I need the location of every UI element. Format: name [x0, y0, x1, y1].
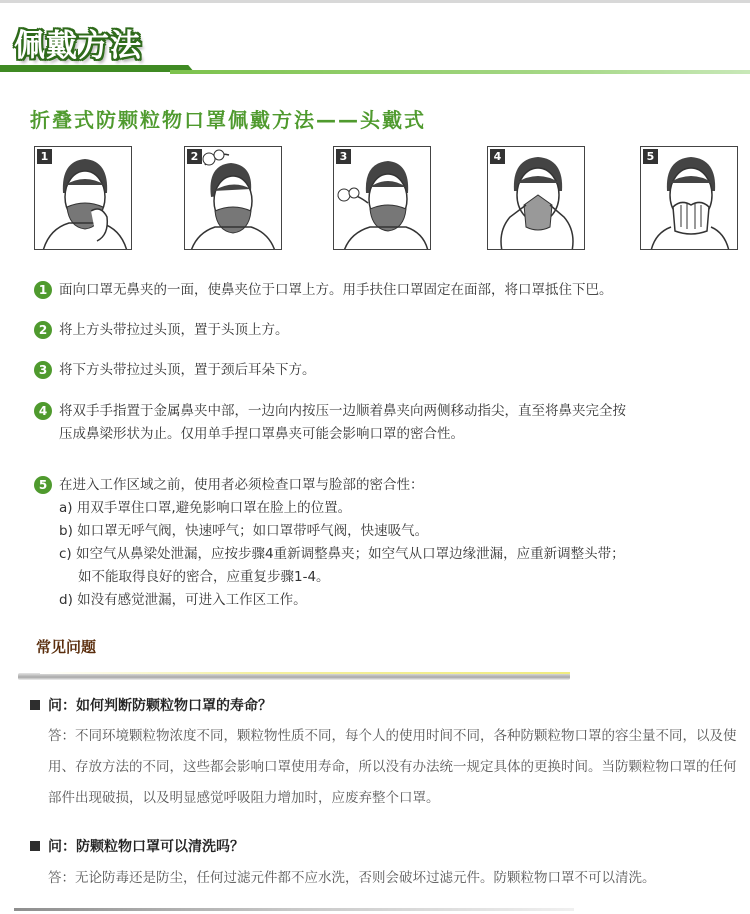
faq-question-1 [30, 695, 272, 715]
faq-answer-2: 答：无论防毒还是防尘，任何过滤元件都不应水洗，否则会破坏过滤元件。防颗粒物口罩不可以清洗。 [48, 870, 656, 886]
check-item-a: a) 用双手罩住口罩,避免影响口罩在脸上的位置。 [59, 500, 352, 516]
bullet-square-icon [30, 841, 40, 851]
step-badge: 1 [34, 281, 52, 299]
header-line-dark [0, 65, 185, 72]
step-badge: 3 [34, 361, 52, 379]
header-line-light [170, 70, 750, 74]
instruction-5 [34, 474, 625, 612]
step-number: 5 [643, 149, 658, 164]
faq-answer-1: 答：不同环境颗粒物浓度不同，颗粒物性质不同，每个人的使用时间不同，各种防颗粒物口罩的容尘量不同，以及使用、存放方法的不同，这些都会影响口罩使用寿命，所以没有办法统一规定具体的更换时间。当防颗粒物口罩的任何部件出现破损，以及明显感觉呼吸阻力增加时，应废弃整个口罩。 [48, 728, 737, 806]
instruction-text-continued: 压成鼻梁形状为止。仅用单手捏口罩鼻夹可能会影响口罩的密合性。 [59, 426, 464, 442]
bottom-divider [14, 908, 574, 911]
step-badge: 2 [34, 321, 52, 339]
step-number: 4 [490, 149, 505, 164]
step-illustration-2 [184, 146, 282, 250]
instruction-text: 在进入工作区域之前，使用者必须检查口罩与脸部的密合性： [59, 477, 424, 493]
instruction-1 [34, 279, 613, 302]
top-divider [0, 0, 750, 3]
instruction-text: 面向口罩无鼻夹的一面，使鼻夹位于口罩上方。用手扶住口罩固定在面部，将口罩抵住下巴。 [59, 282, 613, 298]
instruction-3 [34, 359, 316, 382]
section-title: 折叠式防颗粒物口罩佩戴方法——头戴式 [30, 108, 426, 132]
step-number: 2 [187, 149, 202, 164]
step-number: 3 [336, 149, 351, 164]
instruction-4 [34, 400, 626, 446]
check-item-d: d) 如没有感觉泄漏，可进入工作区工作。 [59, 592, 307, 608]
question-text: 问：防颗粒物口罩可以清洗吗？ [48, 839, 244, 855]
header-title: 佩戴方法 [14, 28, 142, 64]
faq-question-2 [30, 836, 244, 856]
step-illustration-3 [333, 146, 431, 250]
faq-heading: 常见问题 [36, 638, 97, 656]
bullet-square-icon [30, 700, 40, 710]
check-item-c: c) 如空气从鼻梁处泄漏，应按步骤4重新调整鼻夹；如空气从口罩边缘泄漏，应重新调整头带； [59, 546, 625, 562]
check-item-c-continued: 如不能取得良好的密合，应重复步骤1-4。 [78, 569, 330, 585]
question-text: 问：如何判断防颗粒物口罩的寿命？ [48, 698, 272, 714]
step-illustration-1 [34, 146, 132, 250]
check-item-b: b) 如口罩无呼气阀，快速呼气；如口罩带呼气阀，快速吸气。 [59, 523, 429, 539]
instruction-text: 将双手手指置于金属鼻夹中部，一边向内按压一边顺着鼻夹向两侧移动指尖，直至将鼻夹完全按 [59, 403, 626, 419]
step-badge: 5 [34, 476, 52, 494]
step-illustration-5 [640, 146, 738, 250]
instruction-text: 将上方头带拉过头顶，置于头顶上方。 [59, 322, 289, 338]
faq-divider [18, 673, 570, 680]
instruction-text: 将下方头带拉过头顶，置于颈后耳朵下方。 [59, 362, 316, 378]
step-badge: 4 [34, 402, 52, 420]
step-number: 1 [37, 149, 52, 164]
faq-divider-highlight [40, 672, 570, 674]
header-bar [0, 8, 750, 74]
step-illustration-4 [487, 146, 585, 250]
instruction-2 [34, 319, 289, 342]
